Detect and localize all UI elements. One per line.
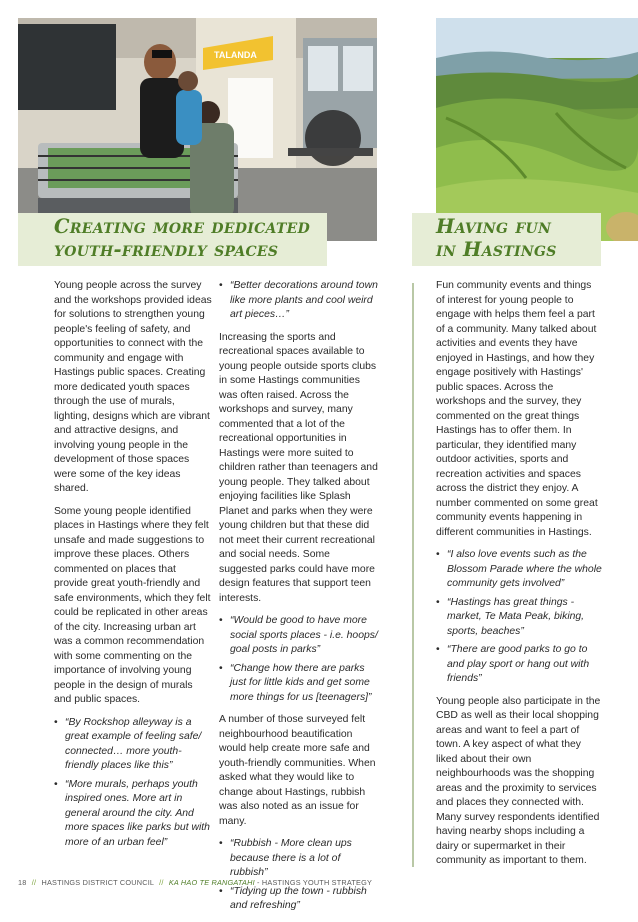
quote-list bbox=[219, 279, 379, 323]
quote-list bbox=[436, 548, 602, 687]
paragraph: Young people also participate in the CBD as well as their local shopping areas and want to feel a part of town. A key aspect of what they liked about their own neighbourhoods was the shopping areas and the proximity to services and places they connected with. Many survey respondents identified having nearby shops including a dairy or supermarket in their community as important to them. bbox=[436, 695, 601, 866]
left-heading-box bbox=[18, 213, 327, 266]
left-heading-line1: Creating more dedicated bbox=[54, 215, 311, 238]
quote-item: • “Tidying up the town - rubbish and refreshing” bbox=[219, 885, 379, 914]
foosball-photo bbox=[18, 18, 377, 241]
footer-separator: // bbox=[31, 878, 37, 887]
page-number: 18 bbox=[18, 878, 27, 887]
paragraph: Increasing the sports and recreational spaces available to young people outside sports clubs in some Hastings communities was often raised. Across the workshops and survey, many commented that a lot of the recreational opportunities in Hastings were more suited to children rather than teenagers and young people. They talked about enjoying facilities like Splash Planet and parks when they were young children but that these did not meet their current recreational and social needs. Some suggested parks could have more design features that support teen interests. bbox=[219, 331, 378, 604]
quote-item: • “Better decorations around town like more plants and cool weird art pieces…” bbox=[219, 279, 379, 323]
quote-list bbox=[54, 716, 212, 851]
sign-text: TALANDA bbox=[214, 50, 257, 60]
quote-item: • “More murals, perhaps youth inspired ones. More art in general around the city. And more spaces like parks but with more of an urban feel” bbox=[54, 778, 212, 851]
right-heading-line2: in Hastings bbox=[436, 238, 557, 261]
quote-item: • “Change how there are parks just for little kids and get some more things for us [teenagers]” bbox=[219, 662, 379, 706]
right-heading-line1: Having fun bbox=[436, 215, 552, 238]
paragraph: Fun community events and things of interest for young people to engage with helps them feel a part of a community. Many talked about activities and events they have enjoyed in Hastings, and how they engage positively with Hastings' public spaces. Across the workshops and the survey, they commented on the great things Hastings has to offer them. In particular, they identified many outdoor activities, sports and recreation activities and spaces across the district they enjoy. A number commented on some great community events happening in different communities in Hastings. bbox=[436, 280, 598, 538]
paragraph: Some young people identified places in Hastings where they felt unsafe and made suggestions to improve these places. Others commented on places that provide great youth-friendly and safe environments, which they felt could be replicated in other areas of the city. Increasing urban art was a common recommendation with some commenting on the importance of involving young people in the design of murals and public spaces. bbox=[54, 505, 211, 705]
footer-council: HASTINGS DISTRICT COUNCIL bbox=[41, 878, 154, 887]
column-1 bbox=[54, 279, 212, 858]
quote-list bbox=[219, 837, 379, 914]
footer-title-english: - HASTINGS YOUTH STRATEGY bbox=[257, 878, 373, 887]
foosball-photo-illustration bbox=[18, 18, 377, 241]
left-heading-line2: youth-friendly spaces bbox=[54, 238, 279, 261]
quote-list bbox=[219, 614, 379, 705]
column-3 bbox=[436, 279, 602, 877]
quote-item: • “There are good parks to go to and play sport or hang out with friends” bbox=[436, 643, 602, 687]
right-heading-box bbox=[412, 213, 601, 266]
column-divider bbox=[412, 283, 414, 867]
quote-item: • “Would be good to have more social sports places - i.e. hoops/ goal posts in parks” bbox=[219, 614, 379, 658]
paragraph: Young people across the survey and the workshops provided ideas for solutions to strengthen young people's feeling of safety, and opportunities to connect with the community and engage with Hastings public spaces. Creating more dedicated youth spaces through the use of murals, lighting, designs which are vibrant and attractive designs, and involving young people in the development of those spaces were some of the key ideas shared. bbox=[54, 280, 212, 494]
quote-item: • “Rubbish - More clean ups because there is a lot of rubbish” bbox=[219, 837, 379, 881]
footer-title-maori: KA HAO TE RANGATAHI bbox=[168, 878, 255, 887]
quote-item: • “By Rockshop alleyway is a great example of feeling safe/ connected… more youth-friendly places like this” bbox=[54, 716, 212, 774]
footer-separator: // bbox=[159, 878, 164, 887]
page-footer bbox=[18, 878, 372, 887]
hills-photo-illustration bbox=[436, 18, 638, 241]
quote-item: • “Hastings has great things - market, Te Mata Peak, biking, sports, beaches” bbox=[436, 596, 602, 640]
quote-item: • “I also love events such as the Blossom Parade where the whole community gets involved” bbox=[436, 548, 602, 592]
column-2 bbox=[219, 279, 379, 922]
hills-photo bbox=[436, 18, 638, 241]
paragraph: A number of those surveyed felt neighbourhood beautification would help create more safe and youth-friendly communities. When asked what they would like to change about Hastings, rubbish was also noted as an issue for many. bbox=[219, 714, 376, 827]
